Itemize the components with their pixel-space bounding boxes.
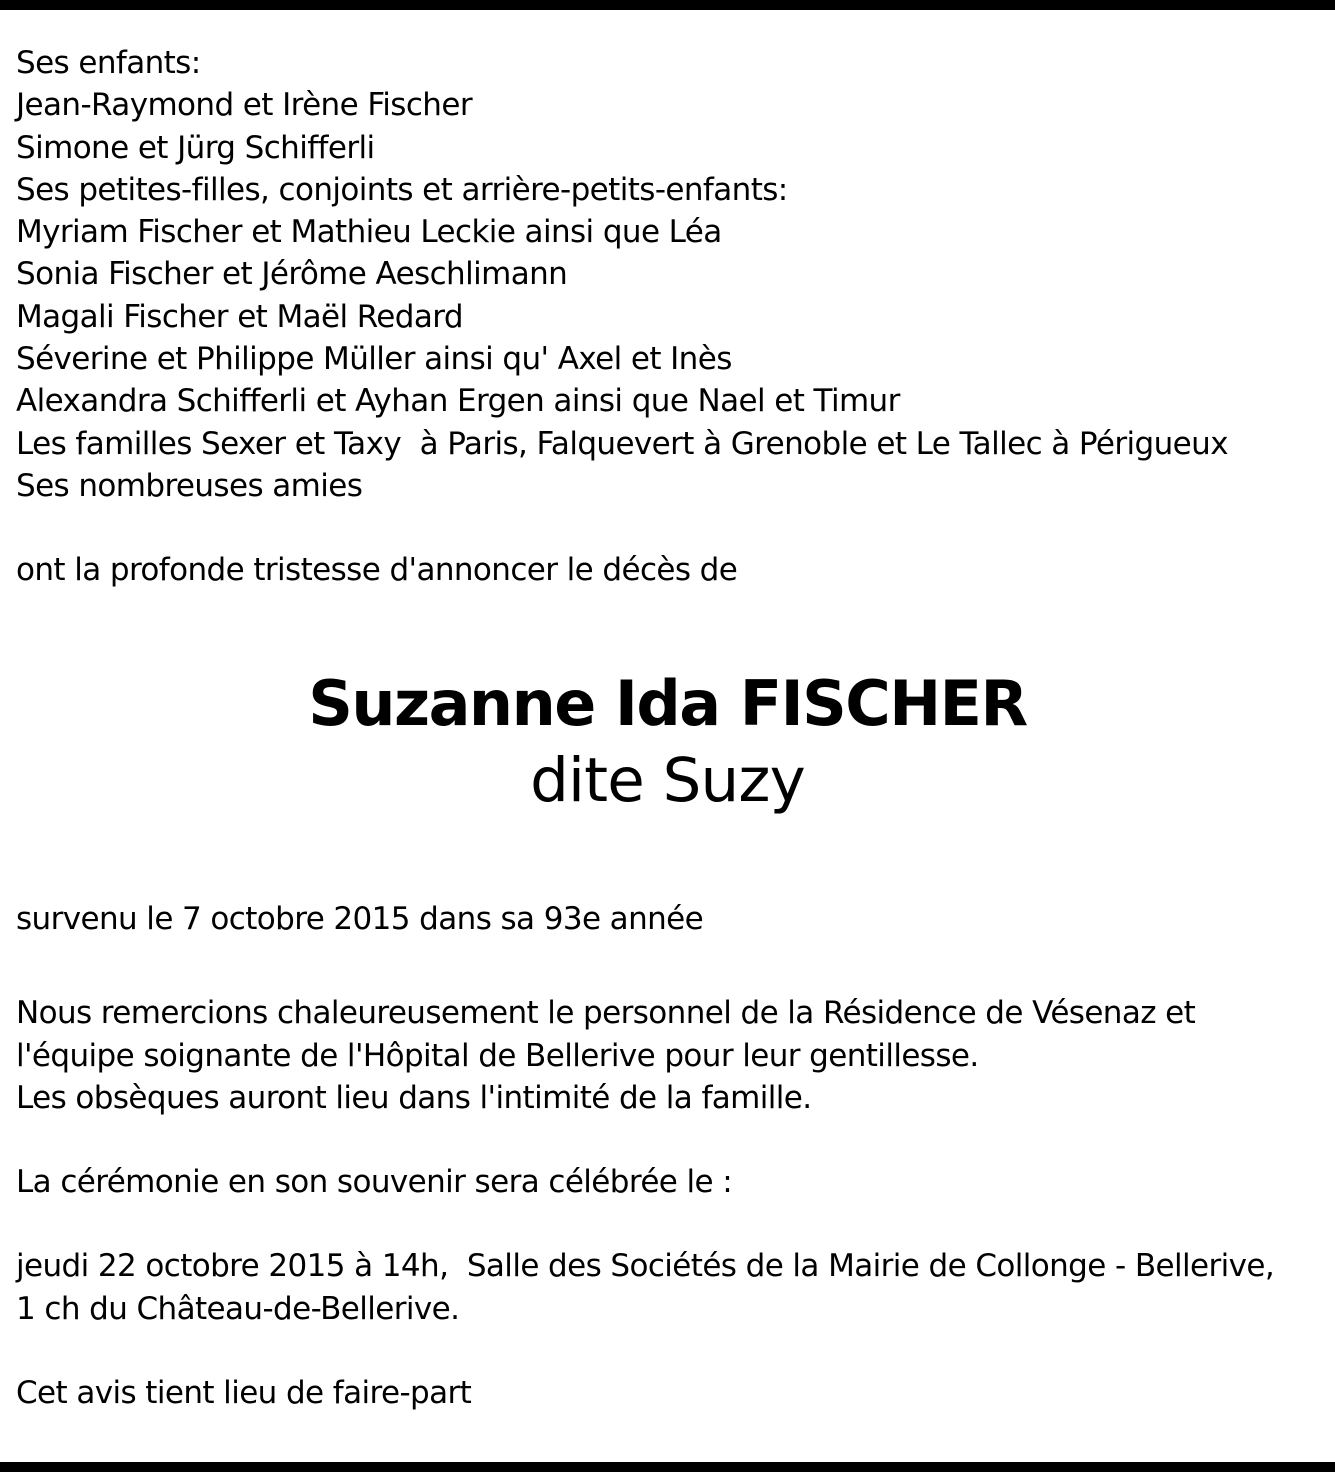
- grandchild-line: Sonia Fischer et Jérôme Aeschlimann: [16, 256, 568, 293]
- bottom-border-rule: [0, 1462, 1335, 1472]
- family-section: [16, 42, 1326, 592]
- ceremony-intro: La cérémonie en son souvenir sera célébrée le :: [16, 1164, 733, 1201]
- top-border-rule: [0, 0, 1335, 10]
- spacer: [16, 1330, 1326, 1372]
- details-section: [16, 898, 1326, 1414]
- thanks-line: l'équipe soignante de l'Hôpital de Bellerive pour leur gentillesse.: [16, 1037, 979, 1074]
- grandchild-line: Magali Fischer et Maël Redard: [16, 298, 463, 335]
- ceremony-details-line: jeudi 22 octobre 2015 à 14h, Salle des Sociétés de la Mairie de Collonge - Bellerive,: [16, 1248, 1275, 1285]
- child-line: Simone et Jürg Schifferli: [16, 129, 375, 166]
- child-line: Jean-Raymond et Irène Fischer: [16, 87, 472, 124]
- deceased-nickname: dite Suzy: [530, 745, 805, 816]
- death-info: survenu le 7 octobre 2015 dans sa 93e année: [16, 901, 704, 937]
- grandchild-line: Séverine et Philippe Müller ainsi qu' Axel et Inès: [16, 341, 732, 378]
- friends-line: Ses nombreuses amies: [16, 467, 363, 504]
- thanks-line: Nous remercions chaleureusement le personnel de la Résidence de Vésenaz et: [16, 995, 1196, 1032]
- spacer: [16, 1119, 1326, 1161]
- grandchildren-heading: Ses petites-filles, conjoints et arrière-petits-enfants:: [16, 171, 788, 208]
- children-heading: Ses enfants:: [16, 45, 201, 81]
- spacer: [16, 940, 1326, 992]
- spacer: [16, 1203, 1326, 1245]
- closing-note: Cet avis tient lieu de faire-part: [16, 1375, 472, 1412]
- ceremony-address-line: 1 ch du Château-de-Bellerive.: [16, 1290, 460, 1327]
- grandchild-line: Alexandra Schifferli et Ayhan Ergen ainsi que Nael et Timur: [16, 383, 900, 420]
- deceased-block: [0, 662, 1335, 816]
- deceased-name: Suzanne Ida FISCHER: [308, 667, 1027, 740]
- grandchild-line: Myriam Fischer et Mathieu Leckie ainsi que Léa: [16, 214, 722, 251]
- funeral-line: Les obsèques auront lieu dans l'intimité de la famille.: [16, 1079, 812, 1116]
- announcement-text: ont la profonde tristesse d'annoncer le décès de: [16, 552, 738, 589]
- families-line: Les familles Sexer et Taxy à Paris, Falquevert à Grenoble et Le Tallec à Périgueux: [16, 425, 1228, 462]
